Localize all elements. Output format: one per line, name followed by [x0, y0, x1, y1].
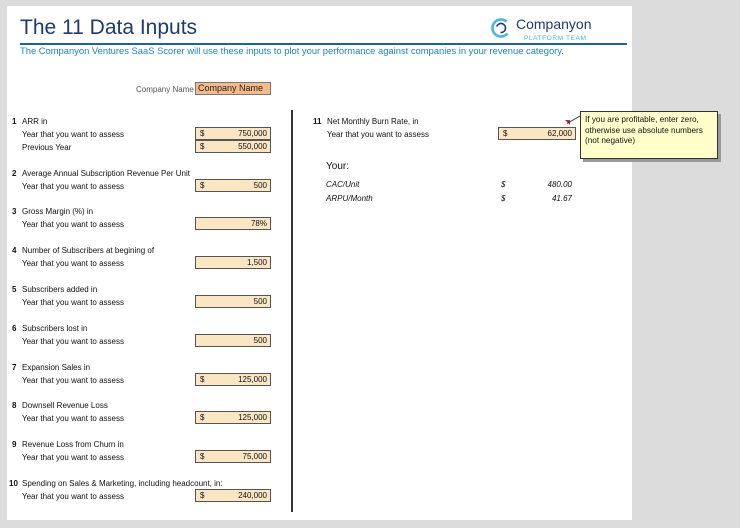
input-number: 7: [12, 363, 17, 372]
currency-symbol: $: [200, 181, 205, 190]
input-label-subscribers-begin: Number of Subscribers at begining of: [22, 246, 155, 255]
companyon-logo: [490, 14, 630, 44]
comment-note: If you are profitable, enter zero, otherwise use absolute numbers (not negative): [580, 111, 718, 159]
expansion-sales-value: 125,000: [238, 375, 267, 384]
cac-value: 480.00: [547, 180, 572, 189]
year-assess-label: Year that you want to assess: [22, 376, 124, 385]
input-number: 11: [313, 117, 322, 126]
burn-rate-value: 62,000: [547, 129, 572, 138]
gross-margin-value: 78%: [250, 219, 267, 228]
burn-rate-input[interactable]: [498, 127, 576, 140]
arpu-month-label: ARPU/Month: [326, 194, 373, 203]
logo-subtitle: PLATFORM TEAM: [524, 35, 587, 42]
subscribers-added-value: 500: [253, 297, 267, 306]
currency-symbol: $: [200, 142, 205, 151]
input-number: 9: [12, 440, 17, 449]
arr-value: 750,000: [238, 129, 267, 138]
churn-value: 75,000: [242, 452, 267, 461]
year-assess-label: Year that you want to assess: [22, 492, 124, 501]
arr-previous-input[interactable]: [195, 140, 271, 153]
currency-symbol: $: [501, 180, 506, 189]
year-assess-label: Year that you want to assess: [22, 220, 124, 229]
arpu-month-value: 41.67: [551, 194, 572, 203]
subscribers-begin-value: 1,500: [246, 258, 267, 267]
company-name-input[interactable]: Company Name: [195, 82, 271, 95]
year-assess-label: Year that you want to assess: [22, 414, 124, 423]
page-title: The 11 Data Inputs: [20, 16, 198, 39]
year-assess-label: Year that you want to assess: [22, 453, 124, 462]
input-label-arr: ARR in: [22, 117, 48, 126]
input-label-gross-margin: Gross Margin (%) in: [22, 207, 94, 216]
previous-year-label: Previous Year: [22, 143, 72, 152]
subscribers-added-input[interactable]: [195, 295, 271, 308]
input-number: 8: [12, 401, 17, 410]
year-assess-label: Year that you want to assess: [22, 298, 124, 307]
page-subtitle: The Companyon Ventures SaaS Scorer will use these inputs to plot your performance against companies in your revenue category.: [20, 45, 564, 56]
arpu-input[interactable]: [195, 179, 271, 192]
currency-symbol: $: [200, 413, 205, 422]
input-label-downsell: Downsell Revenue Loss: [22, 401, 108, 410]
subscribers-begin-input[interactable]: [195, 256, 271, 269]
expansion-sales-input[interactable]: [195, 373, 271, 386]
currency-symbol: $: [200, 375, 205, 384]
currency-symbol: $: [200, 491, 205, 500]
subscribers-lost-input[interactable]: [195, 334, 271, 347]
input-label-expansion-sales: Expansion Sales in: [22, 363, 91, 372]
downsell-input[interactable]: [195, 411, 271, 424]
input-label-arpu: Average Annual Subscription Revenue Per Unit: [22, 169, 190, 178]
your-heading: Your:: [326, 161, 349, 172]
cac-label: CAC/Unit: [326, 180, 360, 189]
input-label-churn: Revenue Loss from Churn in: [22, 440, 124, 449]
input-number: 5: [12, 285, 17, 294]
arr-input[interactable]: [195, 127, 271, 140]
sales-marketing-value: 240,000: [238, 491, 267, 500]
column-divider: [291, 110, 293, 512]
year-assess-label: Year that you want to assess: [22, 259, 124, 268]
arpu-value: 500: [253, 181, 267, 190]
input-number: 3: [12, 207, 17, 216]
churn-input[interactable]: [195, 450, 271, 463]
sales-marketing-input[interactable]: [195, 489, 271, 502]
downsell-value: 125,000: [238, 413, 267, 422]
input-number: 2: [12, 169, 17, 178]
year-assess-label: Year that you want to assess: [327, 130, 429, 139]
input-label-subscribers-lost: Subscribers lost in: [22, 324, 88, 333]
logo-name: Companyon: [516, 16, 592, 32]
year-assess-label: Year that you want to assess: [22, 182, 124, 191]
currency-symbol: $: [503, 129, 508, 138]
year-assess-label: Year that you want to assess: [22, 337, 124, 346]
company-name-label: Company Name: [136, 85, 194, 94]
currency-symbol: $: [501, 194, 506, 203]
input-number: 4: [12, 246, 17, 255]
companyon-logo-icon: [490, 17, 512, 39]
input-number: 6: [12, 324, 17, 333]
year-assess-label: Year that you want to assess: [22, 130, 124, 139]
spreadsheet-page: [7, 6, 632, 520]
input-label-burn-rate: Net Monthly Burn Rate, in: [327, 117, 419, 126]
currency-symbol: $: [200, 129, 205, 138]
input-number: 10: [9, 479, 18, 488]
arr-previous-value: 550,000: [238, 142, 267, 151]
subscribers-lost-value: 500: [253, 336, 267, 345]
input-number: 1: [12, 117, 17, 126]
gross-margin-input[interactable]: [195, 217, 271, 230]
input-label-subscribers-added: Subscribers added in: [22, 285, 98, 294]
currency-symbol: $: [200, 452, 205, 461]
input-label-sales-marketing: Spending on Sales & Marketing, including headcount, in:: [22, 479, 223, 488]
